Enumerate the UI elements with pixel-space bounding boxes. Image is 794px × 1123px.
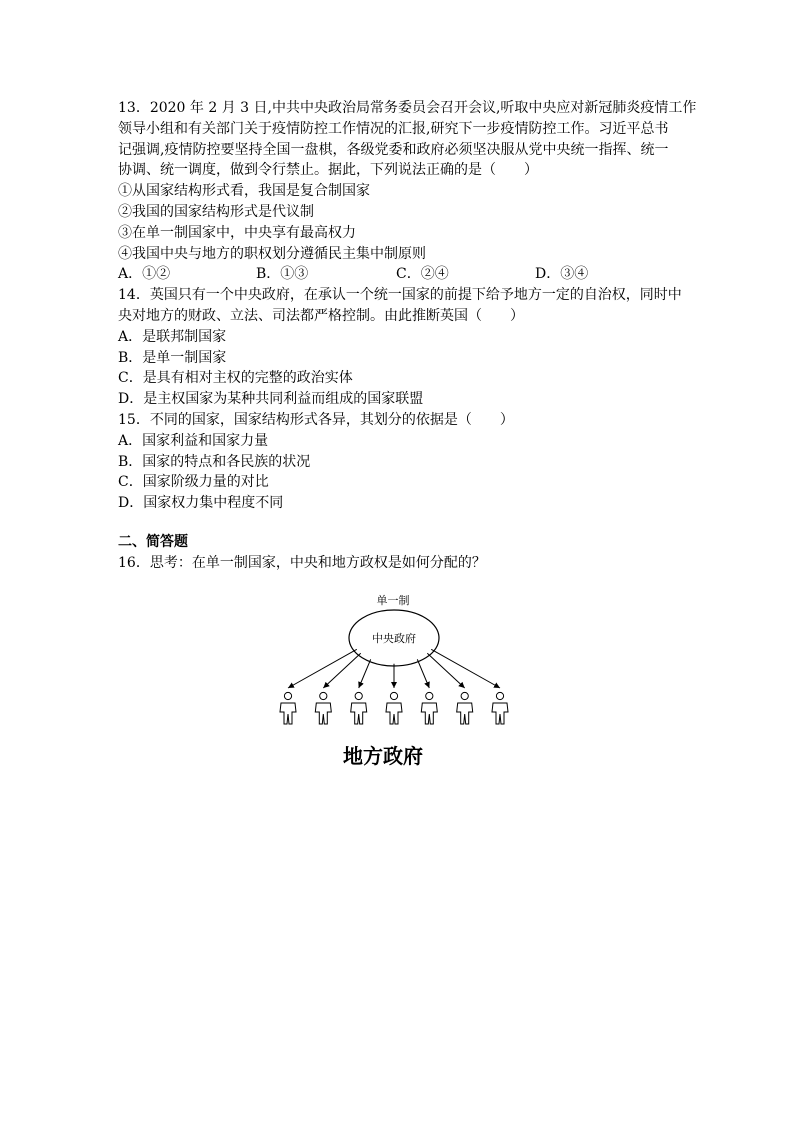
q14-option-b: B．是单一制国家 — [118, 349, 227, 366]
q13-option-b: B．①③ — [256, 266, 309, 283]
delegation-arrow — [427, 653, 464, 688]
q14-stem-line: 央对地方的财政、立法、司法都严格控制。由此推断英国（ ） — [118, 307, 524, 324]
q13-statement: ①从国家结构形式看，我国是复合制国家 — [118, 183, 370, 200]
q14-stem-line: 14．英国只有一个中央政府，在承认一个统一国家的前提下给予地方一定的自治权，同时中 — [118, 287, 682, 304]
local-government-person-icon — [386, 692, 402, 724]
q15-option-d: D．国家权力集中程度不同 — [118, 495, 284, 512]
section-spacer — [118, 514, 678, 532]
q15-option-c: C．国家阶级力量的对比 — [118, 474, 269, 491]
diagram-top-label: 单一制 — [376, 594, 410, 607]
q13-stem-line: 协调、统一调度，做到令行禁止。据此，下列说法正确的是（ ） — [118, 162, 538, 179]
delegation-arrow — [288, 649, 357, 688]
question-13 — [118, 98, 697, 285]
local-government-person-icon — [315, 692, 331, 724]
central-government-label: 中央政府 — [372, 632, 416, 645]
q13-stem-line: 领导小组和有关部门关于疫情防控工作情况的汇报,研究下一步疫情防控工作。习近平总书 — [118, 120, 669, 137]
question-15 — [118, 410, 678, 514]
delegation-arrow — [323, 653, 360, 688]
q15-option-a: A．国家利益和国家力量 — [118, 432, 269, 449]
local-government-person-icon — [351, 692, 367, 724]
q15-option-b: B．国家的特点和各民族的状况 — [118, 453, 311, 470]
q13-option-c: C．②④ — [396, 266, 449, 283]
q13-stem-line: 13．2020 年 2 月 3 日,中共中央政治局常务委员会召开会议,听取中央应对新冠肺炎疫情工作 — [118, 100, 697, 116]
diagram-caption: 地方政府 — [343, 744, 423, 768]
q13-statement: ②我国的国家结构形式是代议制 — [118, 203, 314, 220]
q15-stem-line: 15．不同的国家，国家结构形式各异，其划分的依据是（ ） — [118, 411, 514, 428]
q13-options — [118, 264, 678, 285]
q13-option-d: D．③④ — [535, 266, 589, 283]
q13-statement: ③在单一制国家中，中央享有最高权力 — [118, 224, 356, 241]
q14-option-c: C．是具有相对主权的完整的政治实体 — [118, 370, 353, 387]
local-government-person-icon — [280, 692, 296, 724]
q13-stem-line: 记强调,疫情防控要坚持全国一盘棋，各级党委和政府必须坚决服从党中央统一指挥、统一 — [118, 141, 669, 158]
question-14 — [118, 285, 682, 410]
q14-option-d: D．是主权国家为某种共同利益而组成的国家联盟 — [118, 391, 424, 408]
q13-statement: ④我国中央与地方的职权划分遵循民主集中制原则 — [118, 245, 426, 262]
q13-option-a: A．①② — [118, 266, 171, 283]
local-government-person-icon — [492, 692, 508, 724]
delegation-arrow — [359, 659, 371, 688]
exam-page — [118, 98, 697, 574]
delegation-arrow — [431, 649, 500, 688]
local-government-person-icon — [457, 692, 473, 724]
q14-option-a: A．是联邦制国家 — [118, 328, 227, 345]
section-title: 二、简答题 — [118, 533, 188, 550]
delegation-arrow — [417, 659, 429, 688]
local-government-person-icon — [421, 692, 437, 724]
question-16: 16．思考：在单一制国家，中央和地方政权是如何分配的？ — [118, 554, 486, 571]
